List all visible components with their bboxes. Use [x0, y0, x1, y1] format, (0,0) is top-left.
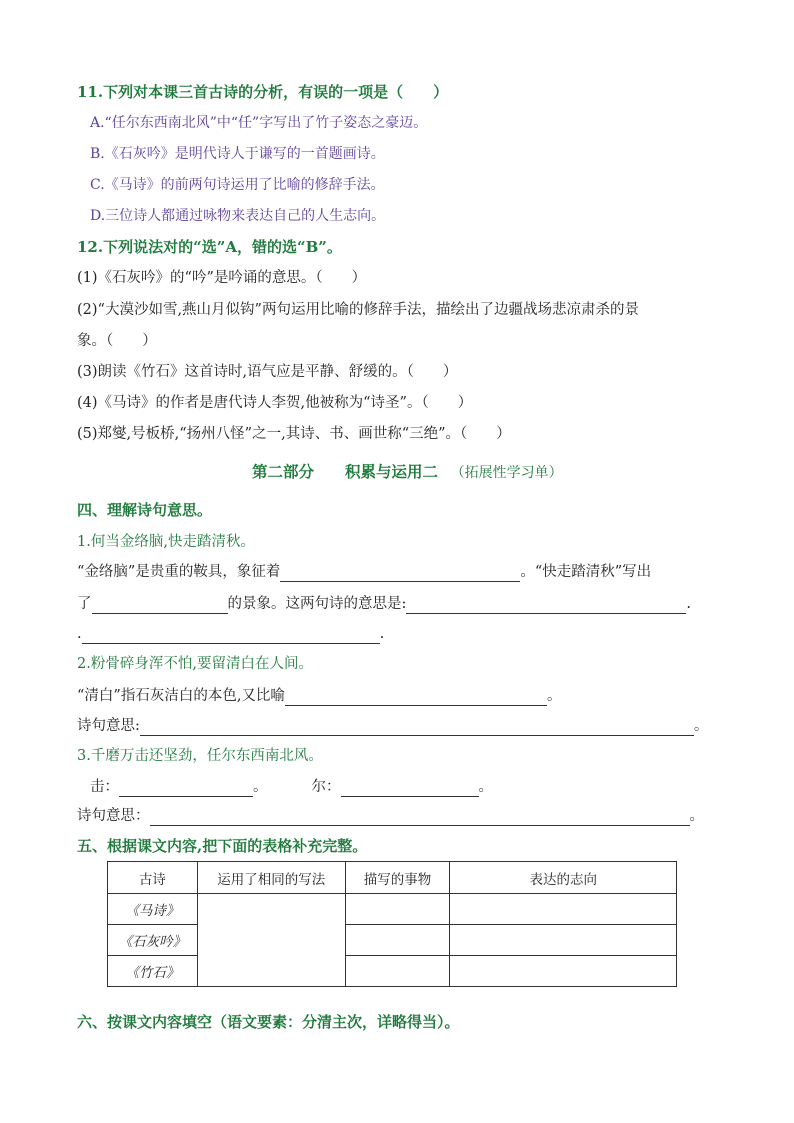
q12-item-1: (1)《石灰吟》的“吟”是吟诵的意思。（ ） — [77, 270, 367, 286]
sec4-item3-ji-label: 击： — [90, 779, 119, 795]
q12-item-2-cont: 象。（ ） — [77, 333, 157, 349]
answer-blank[interactable] — [82, 627, 380, 644]
answer-blank[interactable] — [341, 780, 479, 797]
part-two-title: 第二部分 积累与运用二 — [252, 462, 439, 481]
sec4-item3-period-2: 。 — [478, 779, 493, 795]
table-answer-cell[interactable] — [345, 894, 450, 925]
sec4-item1-text-g: . — [379, 626, 385, 642]
sec4-item2-head: 2.粉骨碎身浑不怕,要留清白在人间。 — [77, 656, 313, 672]
table-answer-cell[interactable] — [345, 956, 450, 987]
table-row — [108, 956, 677, 987]
table-answer-cell[interactable] — [450, 894, 677, 925]
question-12-title: 12.下列说法对的“选”A，错的选“B”。 — [77, 238, 342, 256]
sec4-item2-text-c: 诗句意思: — [77, 718, 140, 734]
answer-blank[interactable] — [92, 597, 228, 614]
table-header-cell: 表达的志向 — [450, 862, 677, 894]
q12-item-3: (3)朗读《竹石》这首诗时,语气应是平静、舒缓的。（ ） — [77, 364, 458, 380]
sec4-item3-period-1: 。 — [253, 779, 268, 795]
table-answer-cell[interactable] — [197, 894, 345, 987]
sec4-item2-text-a: “清白”指石灰洁白的本色,又比喻 — [77, 688, 285, 704]
q11-option-d: D.三位诗人都通过咏物来表达自己的人生志向。 — [90, 208, 386, 224]
answer-blank[interactable] — [140, 719, 694, 736]
sec4-item1-text-e: . — [686, 596, 691, 612]
poem-summary-table — [107, 861, 677, 987]
table-header-cell: 描写的事物 — [345, 862, 450, 894]
sec4-item3-line2 — [77, 806, 704, 826]
sec4-item1-line3 — [77, 624, 384, 644]
sec4-item3-head: 3.千磨万击还坚劲，任尔东西南北风。 — [77, 748, 323, 764]
sec4-item1-head: 1.何当金络脑,快走踏清秋。 — [77, 534, 255, 550]
answer-blank[interactable] — [280, 565, 520, 582]
table-answer-cell[interactable] — [450, 925, 677, 956]
answer-blank[interactable] — [119, 780, 253, 797]
sec4-item1-line2 — [77, 594, 691, 614]
table-header-row — [108, 862, 677, 894]
sec4-item1-text-d: 的景象。这两句诗的意思是: — [227, 596, 407, 612]
table-answer-cell[interactable] — [450, 956, 677, 987]
section-6-title: 六、按课文内容填空（语文要素：分清主次，详略得当）。 — [77, 1013, 460, 1031]
table-poem-cell: 《竹石》 — [108, 956, 198, 987]
sec4-item1-text-a: “金络脑”是贵重的鞍具，象征着 — [77, 564, 281, 580]
part-two-heading — [252, 462, 563, 483]
q11-option-b: B.《石灰吟》是明代诗人于谦写的一首题画诗。 — [90, 146, 385, 162]
q11-option-a: A.“任尔东西南北风”中“任”字写出了竹子姿态之豪迈。 — [90, 115, 428, 131]
part-two-subtitle: （拓展性学习单） — [450, 465, 563, 481]
answer-blank[interactable] — [285, 689, 547, 706]
sec4-item3-text-a: 诗句意思： — [77, 808, 150, 824]
sec4-item1-text-b: 。“快走踏清秋”写出 — [520, 564, 652, 580]
sec4-item3-text-b: 。 — [689, 808, 704, 824]
table-header-cell: 古诗 — [108, 862, 198, 894]
q12-item-2: (2)“大漠沙如雪,燕山月似钩”两句运用比喻的修辞手法，描绘出了边疆战场悲凉肃杀的景 — [77, 302, 639, 318]
sec4-item3-er-label: 尔： — [311, 779, 341, 795]
table-header-cell: 运用了相同的写法 — [197, 862, 345, 894]
q11-option-c: C.《马诗》的前两句诗运用了比喻的修辞手法。 — [90, 177, 385, 193]
table-answer-cell[interactable] — [345, 925, 450, 956]
sec4-item2-text-d: 。 — [693, 718, 709, 734]
table-poem-cell: 《石灰吟》 — [108, 925, 198, 956]
sec4-item2-line1 — [77, 686, 561, 706]
table-poem-cell: 《马诗》 — [108, 894, 198, 925]
answer-blank[interactable] — [150, 809, 690, 826]
section-5-title: 五、根据课文内容,把下面的表格补充完整。 — [77, 837, 368, 855]
sec4-item2-text-b: 。 — [546, 688, 562, 704]
sec4-item1-line1 — [77, 562, 651, 582]
sec4-item3-line1 — [90, 777, 493, 797]
sec4-item1-text-c: 了 — [77, 596, 92, 612]
section-4-title: 四、理解诗句意思。 — [77, 501, 213, 519]
table-row — [108, 925, 677, 956]
q12-item-4: (4)《马诗》的作者是唐代诗人李贺,他被称为“诗圣”。（ ） — [77, 395, 473, 411]
table-row — [108, 894, 677, 925]
question-11-title: 11.下列对本课三首古诗的分析，有误的一项是（ ） — [77, 83, 449, 101]
answer-blank[interactable] — [406, 597, 686, 614]
sec4-item1-text-f: . — [77, 626, 82, 642]
sec4-item2-line2 — [77, 716, 708, 736]
q12-item-5: (5)郑燮,号板桥,“扬州八怪”之一,其诗、书、画世称“三绝”。（ ） — [77, 426, 511, 442]
